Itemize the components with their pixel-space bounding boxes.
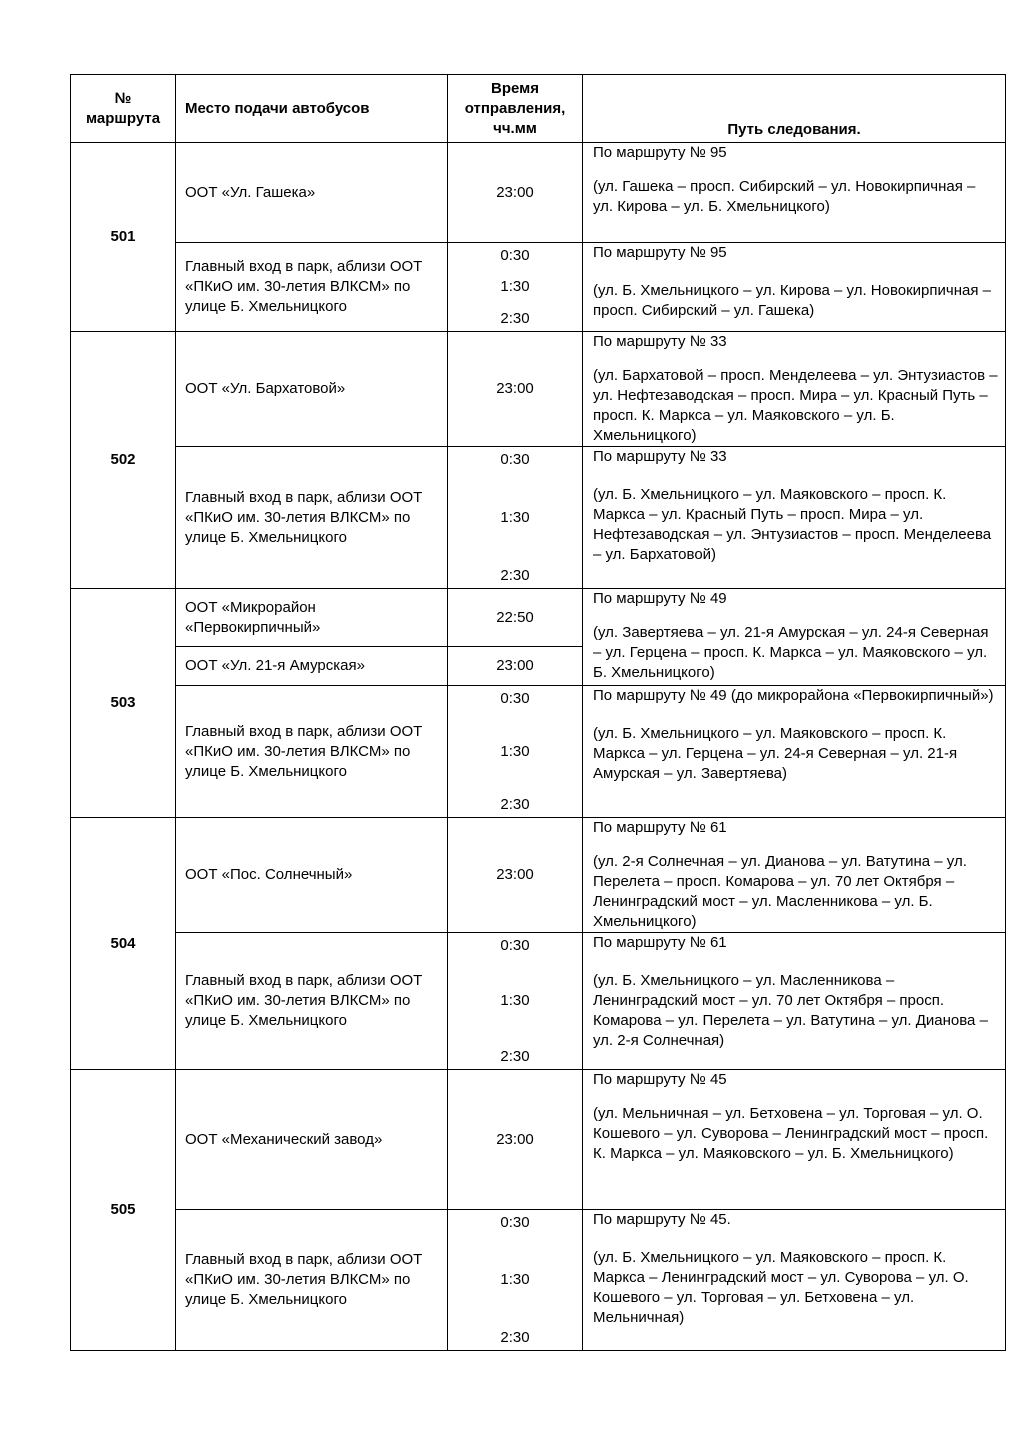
route-reference: По маршруту № 45 (593, 1071, 727, 1088)
route-path (583, 1070, 1006, 1210)
route-number: 502 (71, 332, 176, 589)
table-row (71, 1070, 1006, 1210)
route-reference: По маршруту № 95 (593, 144, 727, 161)
route-streets: (ул. Б. Хмельницкого – ул. Маяковского – просп. К. Маркса – ул. Герцена – ул. 24-я Северная – ул. 21-я Амурская – ул. Завертяева) (593, 725, 958, 782)
route-path (583, 447, 1006, 589)
departure-place: Главный вход в парк, аблизи ООТ «ПКиО им. 30-летия ВЛКСМ» по улице Б. Хмельницкого (176, 1210, 448, 1351)
route-number: 501 (71, 143, 176, 332)
table-row (71, 332, 1006, 447)
departure-place: ООТ «Пос. Солнечный» (176, 818, 448, 933)
departure-time: 2:30 (500, 1328, 530, 1346)
departure-times (448, 818, 583, 933)
departure-time: 23:00 (496, 866, 534, 883)
bus-schedule-table (70, 74, 1006, 1351)
departure-place: ООТ «Ул. Бархатовой» (176, 332, 448, 447)
route-path (583, 332, 1006, 447)
route-path (583, 686, 1006, 818)
schedule-body (71, 143, 1006, 1351)
departure-time: 1:30 (500, 508, 530, 526)
route-reference: По маршруту № 33 (593, 333, 727, 350)
departure-times (448, 447, 583, 589)
departure-time: 23:00 (496, 1130, 534, 1148)
table-row (71, 1210, 1006, 1351)
route-streets: (ул. Мельничная – ул. Бетховена – ул. Торговая – ул. О. Кошевого – ул. Суворова – Ленинградский мост – просп. К. Маркса – ул. Маяковского – ул. Б. Хмельницкого) (593, 1105, 989, 1162)
departure-time: 23:00 (496, 183, 534, 201)
route-reference: По маршруту № 61 (593, 934, 727, 951)
departure-time: 1:30 (500, 1271, 530, 1288)
header-departure-time: Время отправления, чч.мм (448, 75, 583, 143)
departure-time: 2:30 (500, 1047, 530, 1065)
route-streets: (ул. Завертяева – ул. 21-я Амурская – ул. 24-я Северная – ул. Герцена – просп. К. Маркса – ул. Маяковского – ул. Б. Хмельницкого) (593, 624, 989, 681)
departure-place: Главный вход в парк, аблизи ООТ «ПКиО им. 30-летия ВЛКСМ» по улице Б. Хмельницкого (176, 243, 448, 332)
table-row (71, 143, 1006, 243)
route-reference: По маршруту № 61 (593, 819, 727, 836)
route-path (583, 589, 1006, 686)
route-reference: По маршруту № 45. (593, 1211, 731, 1228)
header-departure-place: Место подачи автобусов (176, 75, 448, 143)
departure-place: ООТ «Ул. 21-я Амурская» (176, 647, 448, 686)
route-streets: (ул. Бархатовой – просп. Менделеева – ул. Энтузиастов – ул. Нефтезаводская – просп. Мира – ул. Красный Путь – просп. К. Маркса – ул. Маяковского – ул. Б. Хмельницкого) (593, 367, 998, 444)
departure-times (448, 933, 583, 1070)
header-route-number: № маршрута (71, 75, 176, 143)
route-number: 503 (71, 589, 176, 818)
departure-time: 0:30 (500, 1213, 530, 1231)
departure-time: 1:30 (500, 992, 530, 1009)
departure-time: 2:30 (500, 309, 530, 327)
departure-times (448, 589, 583, 647)
departure-time: 2:30 (500, 795, 530, 813)
route-number: 505 (71, 1070, 176, 1351)
departure-place: ООТ «Микрорайон «Первокирпичный» (176, 589, 448, 647)
departure-times (448, 686, 583, 818)
route-reference: По маршруту № 33 (593, 448, 727, 465)
route-streets: (ул. Б. Хмельницкого – ул. Маяковского – просп. К. Маркса – Ленинградский мост – ул. Суворова – ул. О. Кошевого – ул. Торговая – ул. Бетховена – ул. Мельничная) (593, 1249, 969, 1326)
departure-time: 0:30 (500, 246, 530, 264)
route-reference: По маршруту № 49 (593, 590, 727, 607)
route-reference: По маршруту № 49 (до микрорайона «Первокирпичный») (593, 687, 994, 704)
table-row (71, 447, 1006, 589)
header-row (71, 75, 1006, 143)
route-path (583, 243, 1006, 332)
table-row (71, 933, 1006, 1070)
departure-place: ООТ «Ул. Гашека» (176, 143, 448, 243)
departure-time: 22:50 (496, 608, 534, 626)
route-streets: (ул. Б. Хмельницкого – ул. Маяковского – просп. К. Маркса – ул. Красный Путь – просп. Мира – ул. Нефтезаводская – ул. Энтузиастов – просп. Менделеева – ул. Бархатовой) (593, 486, 992, 563)
route-path (583, 143, 1006, 243)
route-streets: (ул. Гашека – просп. Сибирский – ул. Новокирпичная – ул. Кирова – ул. Б. Хмельницкого) (593, 178, 976, 215)
route-path (583, 818, 1006, 933)
table-row (71, 589, 1006, 647)
departure-time: 0:30 (500, 450, 530, 468)
departure-times (448, 143, 583, 243)
header-route-path: Путь следования. (583, 75, 1006, 143)
route-number: 504 (71, 818, 176, 1070)
route-streets: (ул. 2-я Солнечная – ул. Дианова – ул. Ватутина – ул. Перелета – просп. Комарова – ул. 70 лет Октября – Ленинградский мост – ул. Масленникова – ул. Б. Хмельницкого) (593, 853, 967, 930)
table-row (71, 243, 1006, 332)
table-row (71, 818, 1006, 933)
departure-place: Главный вход в парк, аблизи ООТ «ПКиО им. 30-летия ВЛКСМ» по улице Б. Хмельницкого (176, 686, 448, 818)
departure-time: 1:30 (500, 742, 530, 760)
departure-place: Главный вход в парк, аблизи ООТ «ПКиО им. 30-летия ВЛКСМ» по улице Б. Хмельницкого (176, 933, 448, 1070)
route-streets: (ул. Б. Хмельницкого – ул. Масленникова – Ленинградский мост – ул. 70 лет Октября – просп. Комарова – ул. Перелета – ул. Ватутина – ул. Дианова – ул. 2-я Солнечная) (593, 972, 988, 1049)
departure-place: Главный вход в парк, аблизи ООТ «ПКиО им. 30-летия ВЛКСМ» по улице Б. Хмельницкого (176, 447, 448, 589)
route-path (583, 933, 1006, 1070)
departure-time: 0:30 (500, 936, 530, 954)
departure-times (448, 1070, 583, 1210)
departure-time: 1:30 (500, 278, 530, 295)
route-reference: По маршруту № 95 (593, 244, 727, 261)
departure-time: 23:00 (496, 380, 534, 397)
departure-times (448, 1210, 583, 1351)
departure-time: 2:30 (500, 566, 530, 584)
departure-times (448, 332, 583, 447)
departure-times (448, 647, 583, 686)
departure-time: 23:00 (496, 657, 534, 674)
route-streets: (ул. Б. Хмельницкого – ул. Кирова – ул. Новокирпичная – просп. Сибирский – ул. Гашека) (593, 282, 991, 319)
departure-time: 0:30 (500, 689, 530, 707)
departure-times (448, 243, 583, 332)
route-path (583, 1210, 1006, 1351)
table-row (71, 686, 1006, 818)
departure-place: ООТ «Механический завод» (176, 1070, 448, 1210)
